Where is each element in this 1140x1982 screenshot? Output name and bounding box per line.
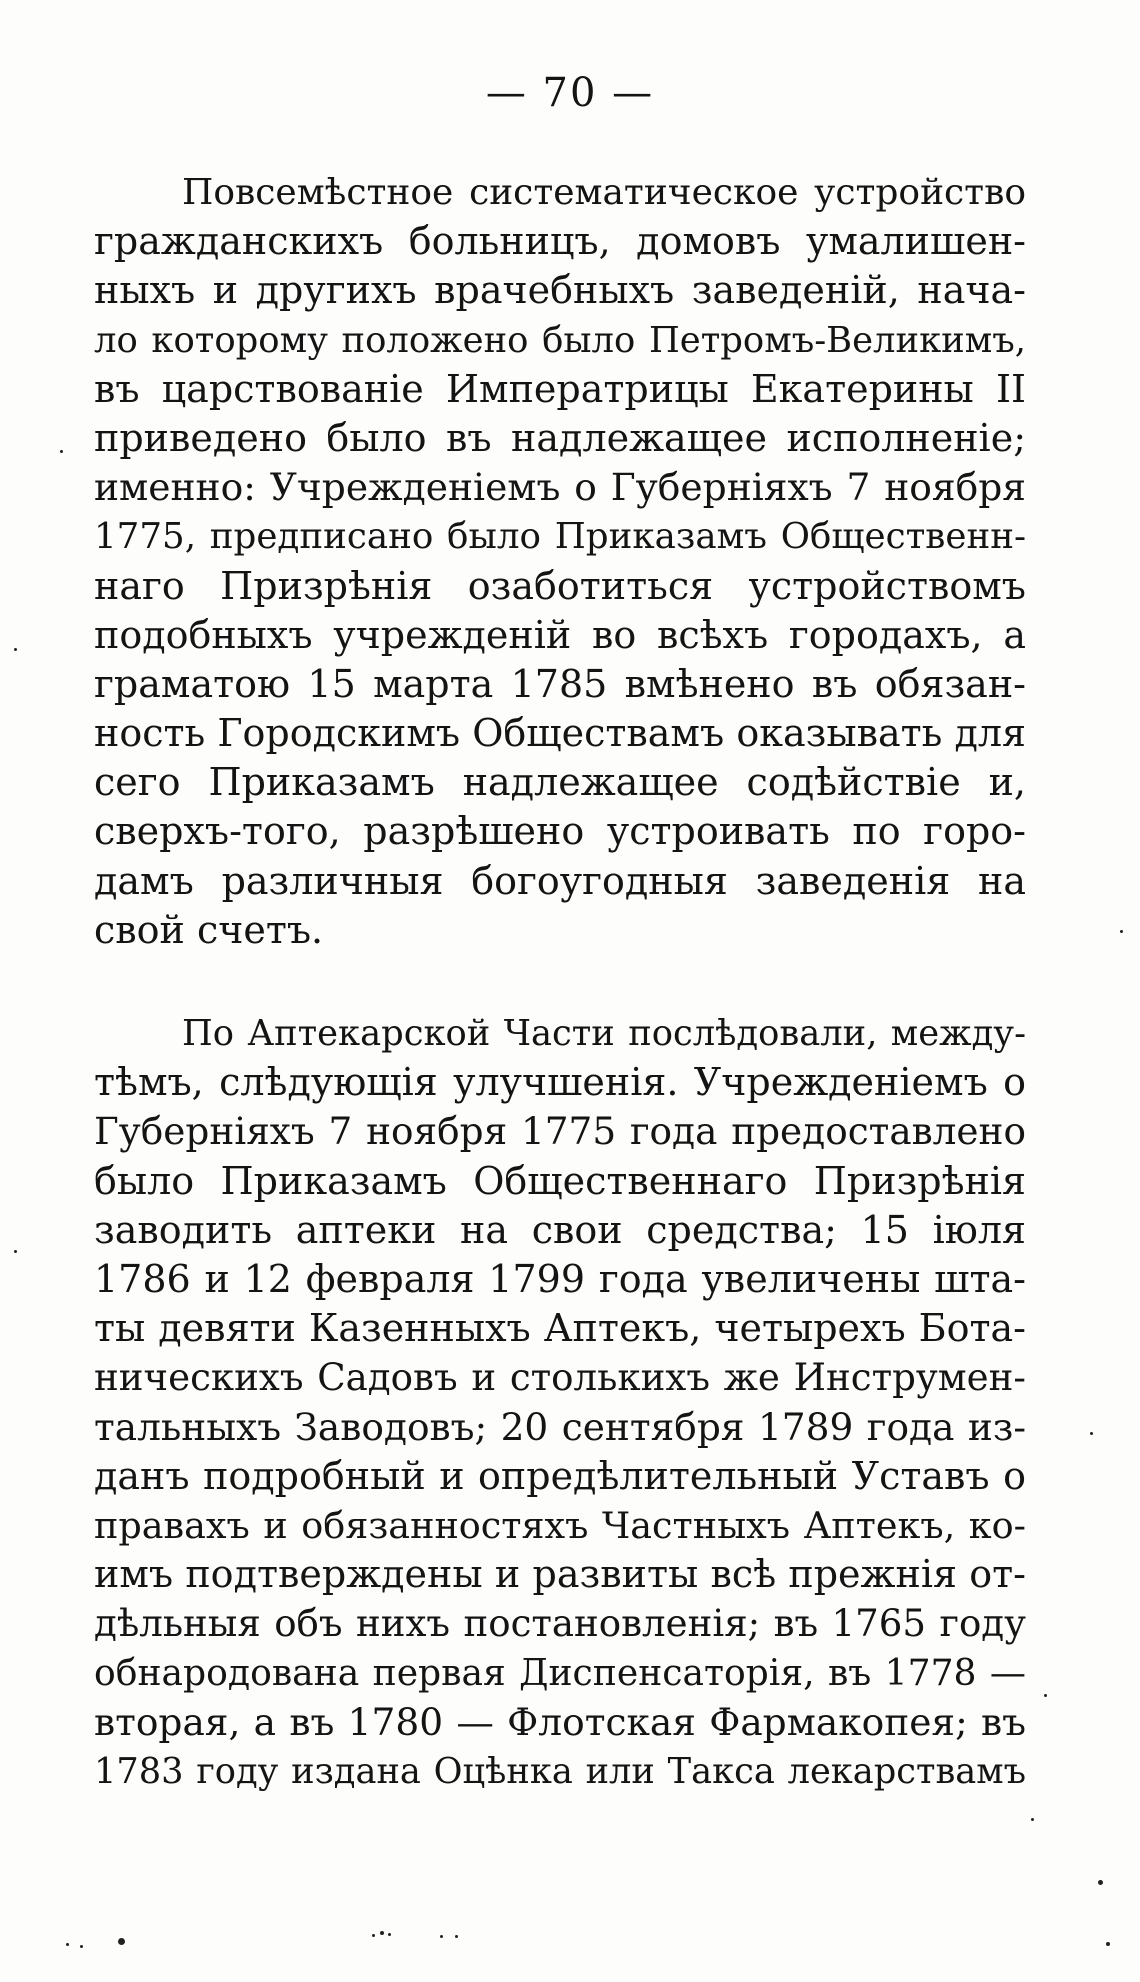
scan-speck [440, 1935, 443, 1938]
text-line: сего Приказамъ надлежащее содѣйствіе и, [94, 760, 1026, 805]
text-line: ло которому положено было Петромъ-Великимъ, [94, 319, 1026, 361]
text-line: ность Городскимъ Обществамъ оказывать для [94, 711, 1026, 756]
scan-speck [388, 1933, 391, 1936]
text-line: ныхъ и другихъ врачебныхъ заведеній, нача- [94, 268, 1026, 313]
text-line: 1783 году издана Оцѣнка или Такса лекарствамъ [94, 1750, 1026, 1792]
text-line: гражданскихъ больницъ, домовъ умалишен- [94, 219, 1026, 264]
scan-speck [1044, 1694, 1047, 1697]
text-line: наго Призрѣнія озаботиться устройствомъ [94, 563, 1026, 608]
text-line: приведено было въ надлежащее исполненіе; [94, 415, 1026, 460]
text-line: заводить аптеки на свои средства; 15 іюля [94, 1207, 1026, 1252]
scan-speck [14, 648, 17, 651]
text-line: обнародована первая Диспенсаторія, въ 1778 — [94, 1651, 1026, 1695]
paragraph-2 [94, 1009, 1026, 1796]
text-line: Повсемѣстное систематическое устройство [182, 172, 1026, 213]
text-line: сверхъ-того, разрѣшено устроивать по горо- [94, 809, 1026, 854]
scan-speck [14, 1250, 17, 1253]
text-line: дамъ различныя богоугодныя заведенія на [94, 858, 1026, 903]
text-line: именно: Учрежденіемъ о Губерніяхъ 7 ноября [94, 465, 1026, 510]
text-line: тѣмъ, слѣдующія улучшенія. Учрежденіемъ о [94, 1060, 1026, 1105]
text-line: было Приказамъ Общественнаго Призрѣнія [94, 1158, 1026, 1203]
scan-speck [1106, 1942, 1110, 1946]
text-line: подобныхъ учрежденій во всѣхъ городахъ, а [94, 612, 1026, 657]
text-line: имъ подтверждены и развиты всѣ прежнія от- [94, 1552, 1026, 1597]
scan-speck [80, 1945, 83, 1948]
text-line: Губерніяхъ 7 ноября 1775 года предоставлено [94, 1109, 1026, 1154]
scan-speck [1098, 1880, 1103, 1885]
scan-speck [1031, 1818, 1034, 1821]
text-line: По Аптекарской Части послѣдовали, между- [182, 1013, 1026, 1054]
text-line: тальныхъ Заводовъ; 20 сентября 1789 года из- [94, 1404, 1026, 1449]
text-line: свой счетъ. [94, 907, 324, 952]
text-line: данъ подробный и опредѣлительный Уставъ о [94, 1453, 1026, 1498]
text-line: ническихъ Садовъ и столькихъ же Инструмен- [94, 1356, 1026, 1400]
text-line: вторая, а въ 1780 — Флотская Фармакопея; въ [94, 1699, 1026, 1744]
text-line: граматою 15 марта 1785 вмѣнено въ обязан- [94, 661, 1026, 706]
paragraph-1 [94, 168, 1026, 955]
scan-speck [118, 1938, 125, 1945]
text-line: 1786 и 12 февраля 1799 года увеличены шта- [94, 1256, 1026, 1301]
scan-speck [1120, 930, 1123, 933]
text-line: 1775, предписано было Приказамъ Общественн- [94, 516, 1026, 558]
text-line: дѣльныя объ нихъ постановленія; въ 1765 году [94, 1602, 1026, 1646]
scan-speck [66, 1943, 69, 1946]
scan-speck [1090, 1432, 1093, 1435]
page-number: — 70 — [485, 70, 655, 116]
text-line: правахъ и обязанностяхъ Частныхъ Аптекъ, ко- [94, 1503, 1026, 1547]
text-line: въ царствованіе Императрицы Екатерины II [94, 366, 1026, 411]
scan-speck [380, 1931, 384, 1935]
text-line: ты девяти Казенныхъ Аптекъ, четырехъ Бота- [94, 1306, 1026, 1351]
scan-speck [372, 1934, 375, 1937]
scan-speck [60, 450, 63, 453]
scan-speck [455, 1935, 458, 1938]
